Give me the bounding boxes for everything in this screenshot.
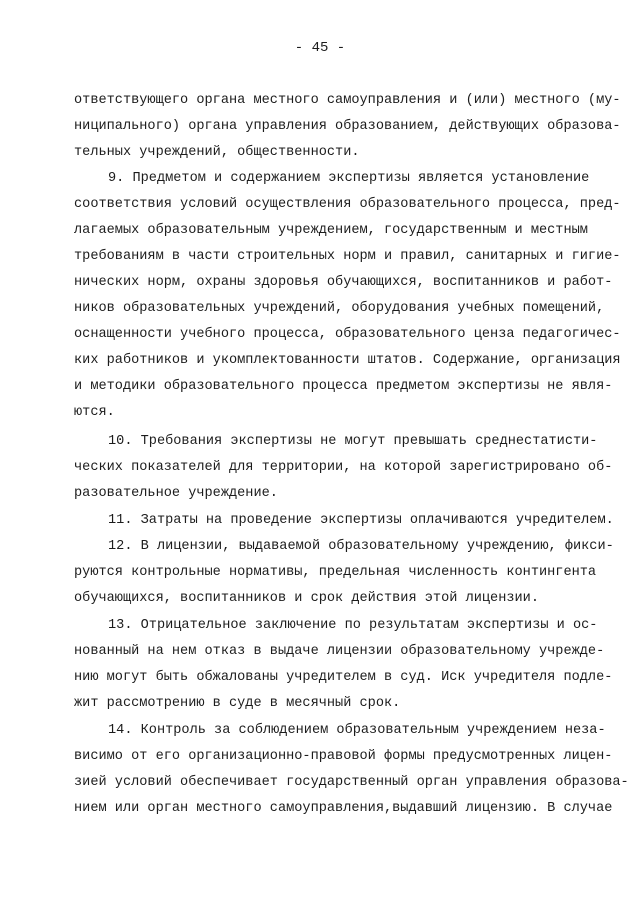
paragraph-11: 11. Затраты на проведение экспертизы оплачиваются учредителем. [108,513,614,528]
paragraph-9-start: 9. Предметом и содержанием экспертизы является установление [108,171,590,186]
text-line: ответствующего органа местного самоуправления и (или) местного (му- [74,93,621,108]
text-line: ниципального) органа управления образованием, действующих образова- [74,119,621,134]
text-line: требованиям в части строительных норм и правил, санитарных и гигие- [74,249,621,264]
text-line: и методики образовательного процесса предметом экспертизы не явля- [74,379,613,394]
text-line: висимо от его организационно-правовой формы предусмотренных лицен- [74,749,613,764]
paragraph-12-start: 12. В лицензии, выдаваемой образовательному учреждению, фикси- [108,539,614,554]
text-line: соответствия условий осуществления образовательного процесса, пред- [74,197,621,212]
paragraph-13-start: 13. Отрицательное заключение по результатам экспертизы и ос- [108,618,598,633]
text-line: обучающихся, воспитанников и срок действия этой лицензии. [74,591,539,606]
text-line: руются контрольные нормативы, предельная численность контингента [74,565,597,580]
text-line: нием или орган местного самоуправления,выдавший лицензию. В случае [74,801,613,816]
text-line: лагаемых образовательным учреждением, государственным и местным [74,223,588,238]
text-line: ких работников и укомплектованности штатов. Содержание, организация [74,353,621,368]
page-number: - 45 - [294,40,346,56]
paragraph-10-start: 10. Требования экспертизы не могут превышать среднестатисти- [108,434,598,449]
text-line: ников образовательных учреждений, оборудования учебных помещений, [74,301,605,316]
text-line: ческих показателей для территории, на которой зарегистрировано об- [74,460,613,475]
paragraph-14-start: 14. Контроль за соблюдением образовательным учреждением неза- [108,723,606,738]
text-line: жит рассмотрению в суде в месячный срок. [74,696,401,711]
text-line: нических норм, охраны здоровья обучающихся, воспитанников и работ- [74,275,613,290]
text-line: оснащенности учебного процесса, образовательного ценза педагогичес- [74,327,621,342]
text-line: тельных учреждений, общественности. [74,145,360,160]
text-line: ются. [74,405,115,420]
text-line: разовательное учреждение. [74,486,278,501]
text-line: зией условий обеспечивает государственный орган управления образова- [74,775,629,790]
text-line: нованный на нем отказ в выдаче лицензии образовательному учрежде- [74,644,605,659]
text-line: нию могут быть обжалованы учредителем в суд. Иск учредителя подле- [74,670,613,685]
